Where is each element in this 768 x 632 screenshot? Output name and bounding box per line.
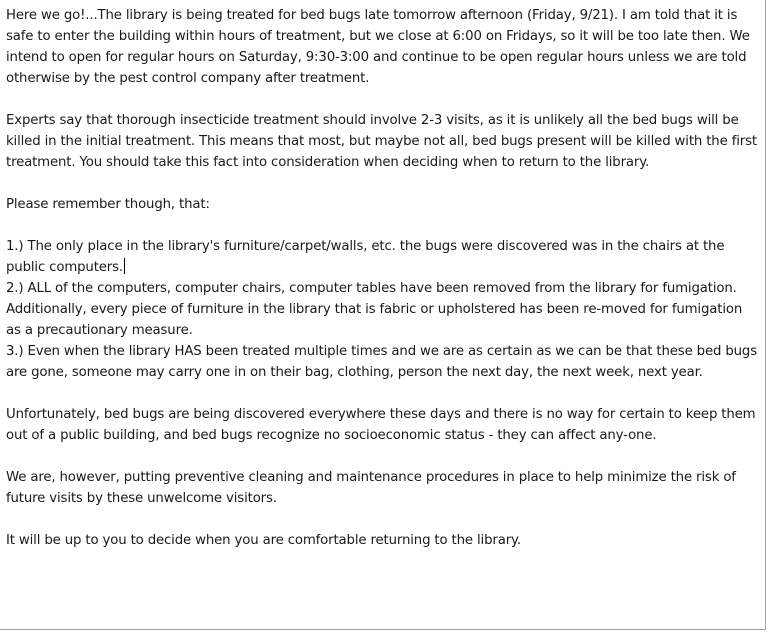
list-item-2: 2.) ALL of the computers, computer chairs, computer tables have been removed from the library for fumigation. Additionally, every piece of furniture in the library that is fabric or upholstered has been re-moved for fumigation as a precautionary measure. [6,281,743,338]
list-item-3: 3.) Even when the library HAS been treated multiple times and we are as certain as we can be that these bed bugs are gone, someone may carry one in on their bag, clothing, person the next day, the next week, next year. [6,344,757,380]
paragraph-experts: Experts say that thorough insecticide treatment should involve 2-3 visits, as it is unlikely all the bed bugs will be killed in the initial treatment. This means that most, but maybe not all, bed bugs present will be killed with the first treatment. You should take this fact into consideration when deciding when to return to the library. [6,113,757,170]
text-cursor [124,258,125,274]
list-item-1 [6,236,758,278]
list-item-1-text: 1.) The only place in the library's furniture/carpet/walls, etc. the bugs were discovered was in the chairs at the public computers. [6,239,725,275]
paragraph-intro: Here we go!...The library is being treated for bed bugs late tomorrow afternoon (Friday, 9/21). I am told that it is safe to enter the building within hours of treatment, but we close at 6:00 on Fridays, so it will be too late then. We intend to open for regular hours on Saturday, 9:30-3:00 and continue to be open regular hours unless we are told otherwise by the pest control company after treatment. [6,8,750,86]
paragraph-closing: It will be up to you to decide when you are comfortable returning to the library. [6,533,521,548]
paragraph-remember: Please remember though, that: [6,197,210,212]
paragraph-preventive: We are, however, putting preventive cleaning and maintenance procedures in place to help minimize the risk of future visits by these unwelcome visitors. [6,470,736,506]
paragraph-unfortunately: Unfortunately, bed bugs are being discovered everywhere these days and there is no way for certain to keep them out of a public building, and bed bugs recognize no socioeconomic status - they can affect any-one. [6,407,756,443]
document-body[interactable] [6,5,758,572]
